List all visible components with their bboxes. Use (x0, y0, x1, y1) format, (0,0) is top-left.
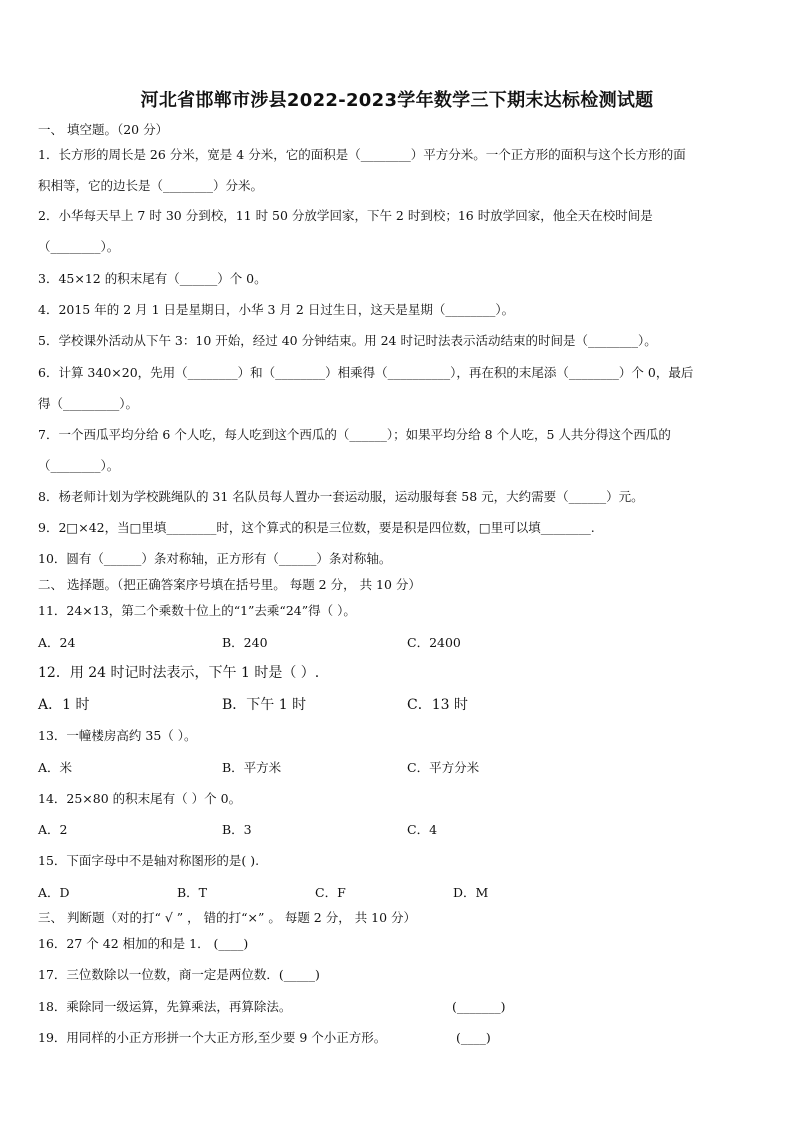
question-2-line-2: （________）。 (38, 239, 120, 254)
question-15-option-a: A．D (38, 885, 70, 900)
question-1-line-1: 1．长方形的周长是 26 分米，宽是 4 分米，它的面积是（________）平方分米。一个正方形的面积与这个长方形的面 (38, 147, 686, 162)
question-11-option-c: C．2400 (407, 635, 461, 650)
question-16: 16．27 个 42 相加的和是 1． (____) (38, 936, 249, 951)
question-15-option-c: C．F (315, 885, 346, 900)
section-fill-in-header: 一、 填空题。（20 分） (38, 122, 169, 137)
question-7-line-1: 7．一个西瓜平均分给 6 个人吃，每人吃到这个西瓜的（______）；如果平均分给 8 个人吃，5 人共分得这个西瓜的 (38, 427, 671, 442)
question-14: 14．25×80 的积末尾有（ ）个 0。 (38, 791, 242, 806)
question-1-line-2: 积相等，它的边长是（________）分米。 (38, 178, 264, 193)
question-14-option-b: B．3 (222, 822, 252, 837)
question-12-option-c: C．13 时 (407, 697, 468, 713)
question-18-answer-blank: (_______) (452, 999, 506, 1014)
question-18: 18．乘除同一级运算，先算乘法，再算除法。 (38, 999, 292, 1014)
question-11-option-a: A．24 (38, 635, 76, 650)
question-3: 3．45×12 的积末尾有（______）个 0。 (38, 271, 267, 286)
question-13-option-c: C．平方分米 (407, 760, 480, 775)
question-7-line-2: （________）。 (38, 458, 120, 473)
section-choice-header: 二、 选择题。（把正确答案序号填在括号里。 每题 2 分， 共 10 分） (38, 577, 421, 592)
question-13-option-b: B．平方米 (222, 760, 282, 775)
question-14-option-c: C．4 (407, 822, 438, 837)
question-15: 15．下面字母中不是轴对称图形的是( ). (38, 853, 260, 868)
question-4: 4．2015 年的 2 月 1 日是星期日，小华 3 月 2 日过生日，这天是星期（________）。 (38, 302, 515, 317)
question-11: 11．24×13，第二个乘数十位上的“1”去乘“24”得（ ）。 (38, 603, 356, 618)
question-15-option-d: D．M (453, 885, 489, 900)
question-15-option-b: B．T (177, 885, 208, 900)
question-12-option-b: B．下午 1 时 (222, 697, 307, 713)
question-19: 19．用同样的小正方形拼一个大正方形,至少要 9 个小正方形。 (38, 1030, 387, 1045)
question-13: 13．一幢楼房高约 35（ ）。 (38, 728, 197, 743)
question-5: 5．学校课外活动从下午 3：10 开始，经过 40 分钟结束。用 24 时记时法表示活动结束的时间是（________）。 (38, 333, 657, 348)
question-12: 12．用 24 时记时法表示，下午 1 时是（ ）. (38, 665, 320, 681)
question-19-answer-blank: (____) (456, 1030, 491, 1045)
question-11-option-b: B．240 (222, 635, 268, 650)
question-6-line-1: 6．计算 340×20，先用（________）和（________）相乘得（__________），再在积的末尾添（________）个 0，最后 (38, 365, 694, 380)
question-13-option-a: A．米 (38, 760, 73, 775)
question-6-line-2: 得（_________）。 (38, 396, 139, 411)
question-17: 17．三位数除以一位数，商一定是两位数．(_____) (38, 967, 320, 982)
section-judge-header: 三、 判断题（对的打“ √ ” ， 错的打“×” 。 每题 2 分， 共 10 分） (38, 910, 417, 925)
question-10: 10．圆有（______）条对称轴，正方形有（______）条对称轴。 (38, 551, 392, 566)
question-12-option-a: A．1 时 (38, 697, 90, 713)
question-2-line-1: 2．小华每天早上 7 时 30 分到校，11 时 50 分放学回家，下午 2 时到校；16 时放学回家，他全天在校时间是 (38, 208, 653, 223)
question-14-option-a: A．2 (38, 822, 68, 837)
question-9: 9．2□×42，当□里填________时，这个算式的积是三位数，要是积是四位数，□里可以填________. (38, 520, 595, 535)
page-title: 河北省邯郸市涉县2022-2023学年数学三下期末达标检测试题 (140, 90, 654, 111)
question-8: 8．杨老师计划为学校跳绳队的 31 名队员每人置办一套运动服，运动服每套 58 元，大约需要（______）元。 (38, 489, 644, 504)
